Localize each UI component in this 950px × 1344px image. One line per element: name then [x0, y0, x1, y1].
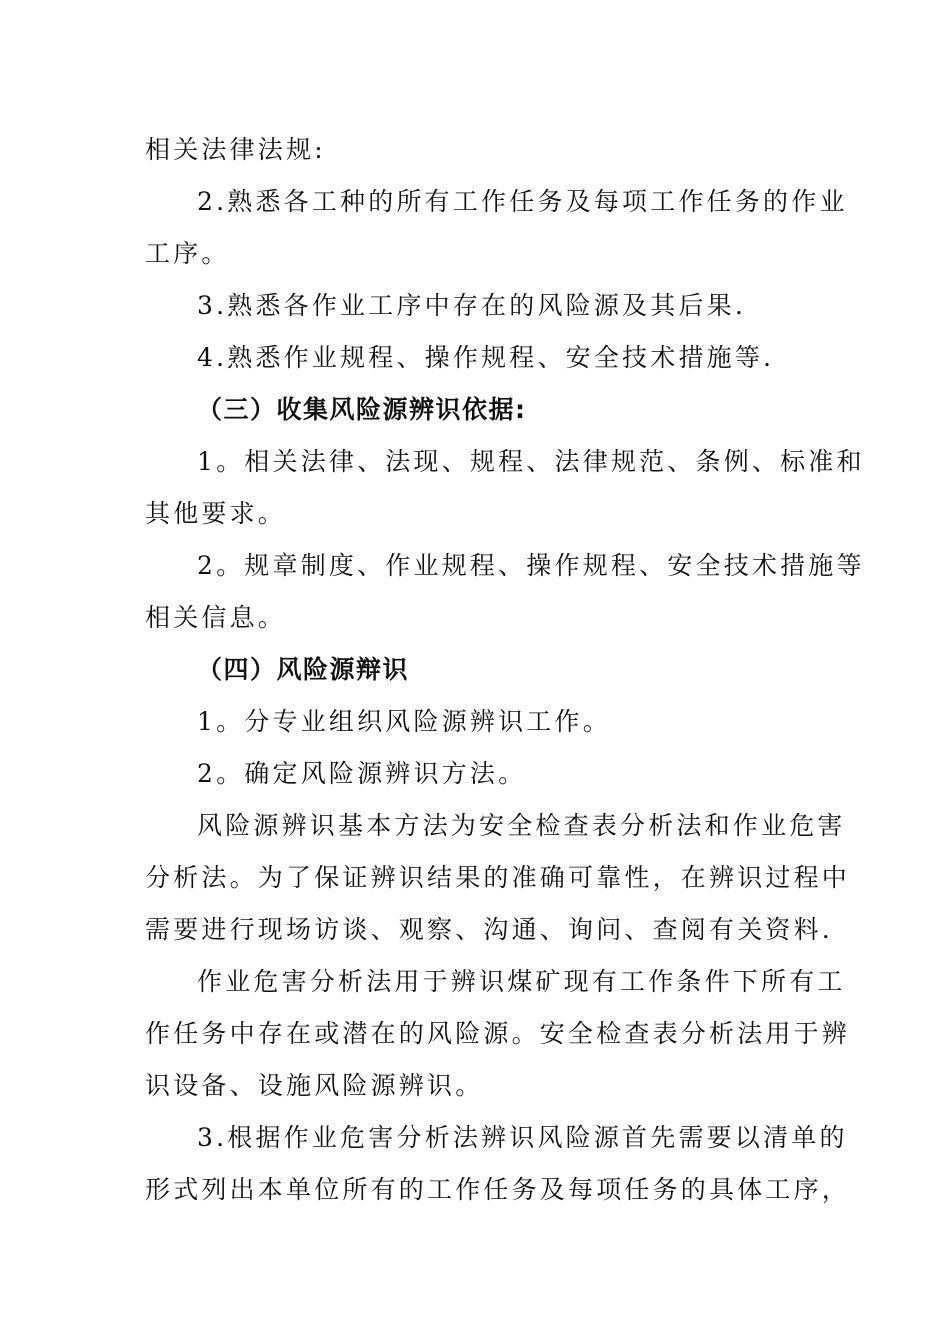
section-heading: （四）风险源辩识 [197, 655, 410, 684]
text-line: 1。分专业组织风险源辨识工作。 [197, 707, 611, 736]
text-line: 形式列出本单位所有的工作任务及每项任务的具体工序， [145, 1175, 851, 1204]
text-line: 工序。 [145, 239, 230, 268]
text-line: 作业危害分析法用于辨识煤矿现有工作条件下所有工 [197, 967, 846, 996]
text-line: 1。相关法律、法现、规程、法律规范、条例、标准和 [197, 447, 865, 476]
text-line: 其他要求。 [145, 499, 287, 528]
text-line: 2。确定风险源辨识方法。 [197, 759, 527, 788]
section-heading: （三）收集风险源辨识依据: [197, 395, 527, 424]
text-line: 识设备、设施风险源辨识。 [145, 1071, 484, 1100]
text-line: 相关信息。 [145, 603, 287, 632]
text-line: 需要进行现场访谈、观察、沟通、询问、查阅有关资料. [145, 915, 833, 944]
text-line: 相关法律法规: [145, 135, 326, 164]
text-line: 风险源辨识基本方法为安全检查表分析法和作业危害 [197, 811, 846, 840]
text-line: 4.熟悉作业规程、操作规程、安全技术措施等. [197, 343, 775, 372]
text-line: 分析法。为了保证辨识结果的准确可靠性，在辨识过程中 [145, 863, 851, 892]
text-line: 3.熟悉各作业工序中存在的风险源及其后果. [197, 291, 747, 320]
text-line: 2.熟悉各工种的所有工作任务及每项工作任务的作业 [197, 187, 848, 216]
text-line: 3.根据作业危害分析法辨识风险源首先需要以清单的 [197, 1123, 848, 1152]
text-line: 作任务中存在或潜在的风险源。安全检查表分析法用于辨 [145, 1019, 851, 1048]
text-line: 2。规章制度、作业规程、操作规程、安全技术措施等 [197, 551, 865, 580]
